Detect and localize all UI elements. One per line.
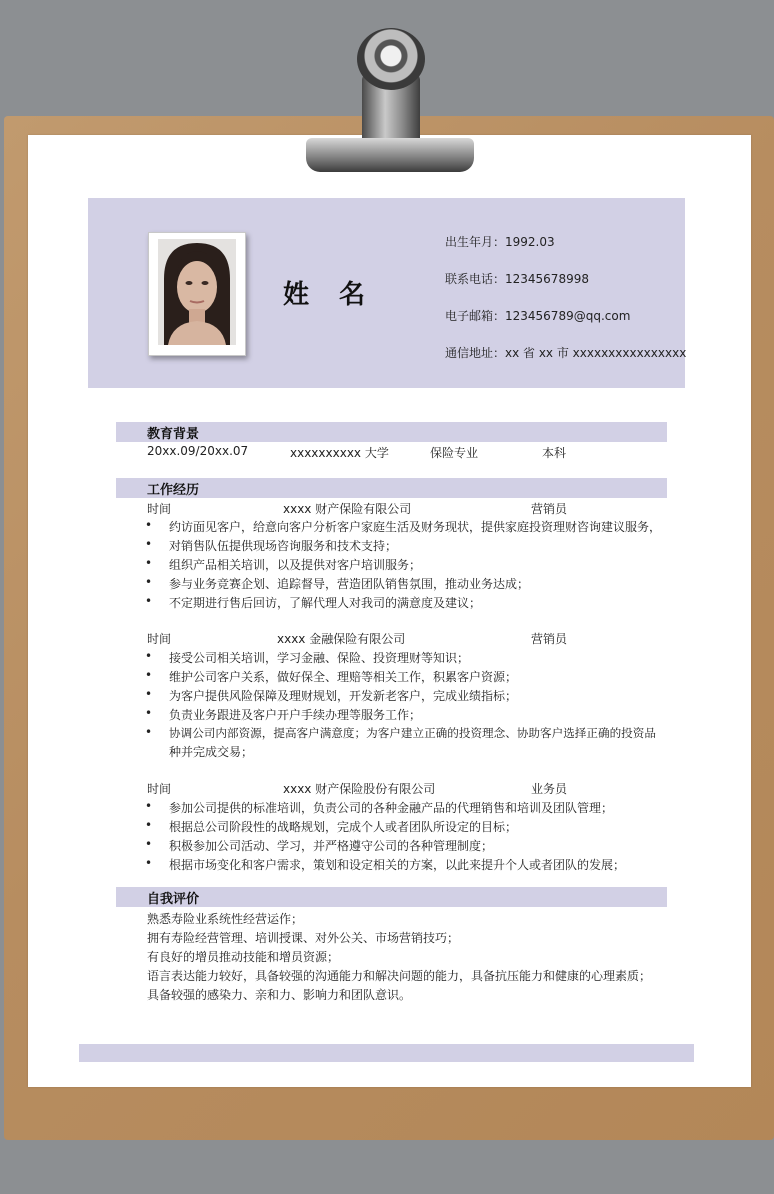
job-duty: 对销售队伍提供现场咨询服务和技术支持； — [169, 539, 398, 553]
job-time: 时间 — [147, 632, 172, 646]
education-school: xxxxxxxxxx 大学 — [290, 446, 389, 460]
bullet-icon: • — [145, 594, 153, 608]
job-duty: 根据市场变化和客户需求，策划和设定相关的方案，以此来提升个人或者团队的发展； — [169, 858, 626, 872]
job-role: 业务员 — [531, 782, 568, 796]
bullet-icon: • — [145, 668, 153, 682]
clip-ring — [357, 28, 425, 90]
job-duty: 约访面见客户，给意向客户分析客户家庭生活及财务现状，提供家庭投资理财咨询建议服务， — [169, 520, 662, 534]
email-address: 电子邮箱：123456789@qq.com — [445, 309, 631, 323]
bullet-icon: • — [145, 856, 153, 870]
bullet-icon: • — [145, 537, 153, 551]
bullet-icon: • — [145, 556, 153, 570]
bullet-icon: • — [145, 518, 153, 532]
candidate-name: 姓名 — [283, 280, 396, 310]
education-date: 20xx.09/20xx.07 — [147, 444, 249, 458]
self-eval-line: 有良好的增员推动技能和增员资源； — [147, 950, 340, 964]
job-time: 时间 — [147, 502, 172, 516]
job-duty: 根据总公司阶段性的战略规划，完成个人或者团队所设定的目标； — [169, 820, 518, 834]
self-eval-line: 语言表达能力较好，具备较强的沟通能力和解决问题的能力，具备抗压能力和健康的心理素质； — [147, 969, 652, 983]
portrait-icon — [158, 239, 236, 345]
job-role: 营销员 — [531, 632, 568, 646]
job-duty: 接受公司相关培训，学习金融、保险、投资理财等知识； — [169, 651, 470, 665]
job-duty: 组织产品相关培训，以及提供对客户培训服务； — [169, 558, 422, 572]
bullet-icon: • — [145, 649, 153, 663]
job-company: xxxx 财产保险股份有限公司 — [283, 782, 436, 796]
job-duty: 负责业务跟进及客户开户手续办理等服务工作； — [169, 708, 422, 722]
work-title: 工作经历 — [147, 483, 200, 498]
bullet-icon: • — [145, 818, 153, 832]
birth-date: 出生年月：1992.03 — [445, 235, 555, 249]
mailing-address: 通信地址：xx 省 xx 市 xxxxxxxxxxxxxxxx — [445, 346, 687, 360]
job-company: xxxx 财产保险有限公司 — [283, 502, 412, 516]
bullet-icon: • — [145, 799, 153, 813]
education-degree: 本科 — [542, 446, 567, 460]
bullet-icon: • — [145, 706, 153, 720]
job-duty: 维护公司客户关系，做好保全、理赔等相关工作，积累客户资源； — [169, 670, 518, 684]
job-role: 营销员 — [531, 502, 568, 516]
job-duty-continuation: 种并完成交易； — [169, 745, 254, 759]
binder-clip — [306, 138, 474, 172]
bullet-icon: • — [145, 725, 153, 739]
footer-bar — [79, 1044, 694, 1062]
bullet-icon: • — [145, 687, 153, 701]
phone-number: 联系电话：12345678998 — [445, 272, 589, 286]
job-duty: 参与业务竞赛企划、追踪督导，营造团队销售氛围，推动业务达成； — [169, 577, 530, 591]
job-time: 时间 — [147, 782, 172, 796]
job-company: xxxx 金融保险有限公司 — [277, 632, 406, 646]
portrait-image — [158, 239, 236, 345]
job-duty: 协调公司内部资源，提高客户满意度；为客户建立正确的投资理念、协助客户选择正确的投资品 — [169, 726, 656, 740]
bullet-icon: • — [145, 837, 153, 851]
job-duty: 不定期进行售后回访，了解代理人对我司的满意度及建议； — [169, 596, 482, 610]
self-eval-line: 熟悉寿险业系统性经营运作； — [147, 912, 304, 926]
profile-photo — [148, 232, 246, 356]
education-title: 教育背景 — [147, 427, 200, 442]
self-eval-title: 自我评价 — [147, 892, 200, 907]
self-eval-line: 具备较强的感染力、亲和力、影响力和团队意识。 — [147, 988, 412, 1002]
bullet-icon: • — [145, 575, 153, 589]
education-major: 保险专业 — [430, 446, 479, 460]
self-eval-line: 拥有寿险经营管理、培训授课、对外公关、市场营销技巧； — [147, 931, 460, 945]
job-duty: 为客户提供风险保障及理财规划，开发新老客户，完成业绩指标； — [169, 689, 518, 703]
job-duty: 积极参加公司活动、学习，并严格遵守公司的各种管理制度； — [169, 839, 494, 853]
job-duty: 参加公司提供的标准培训，负责公司的各种金融产品的代理销售和培训及团队管理； — [169, 801, 614, 815]
